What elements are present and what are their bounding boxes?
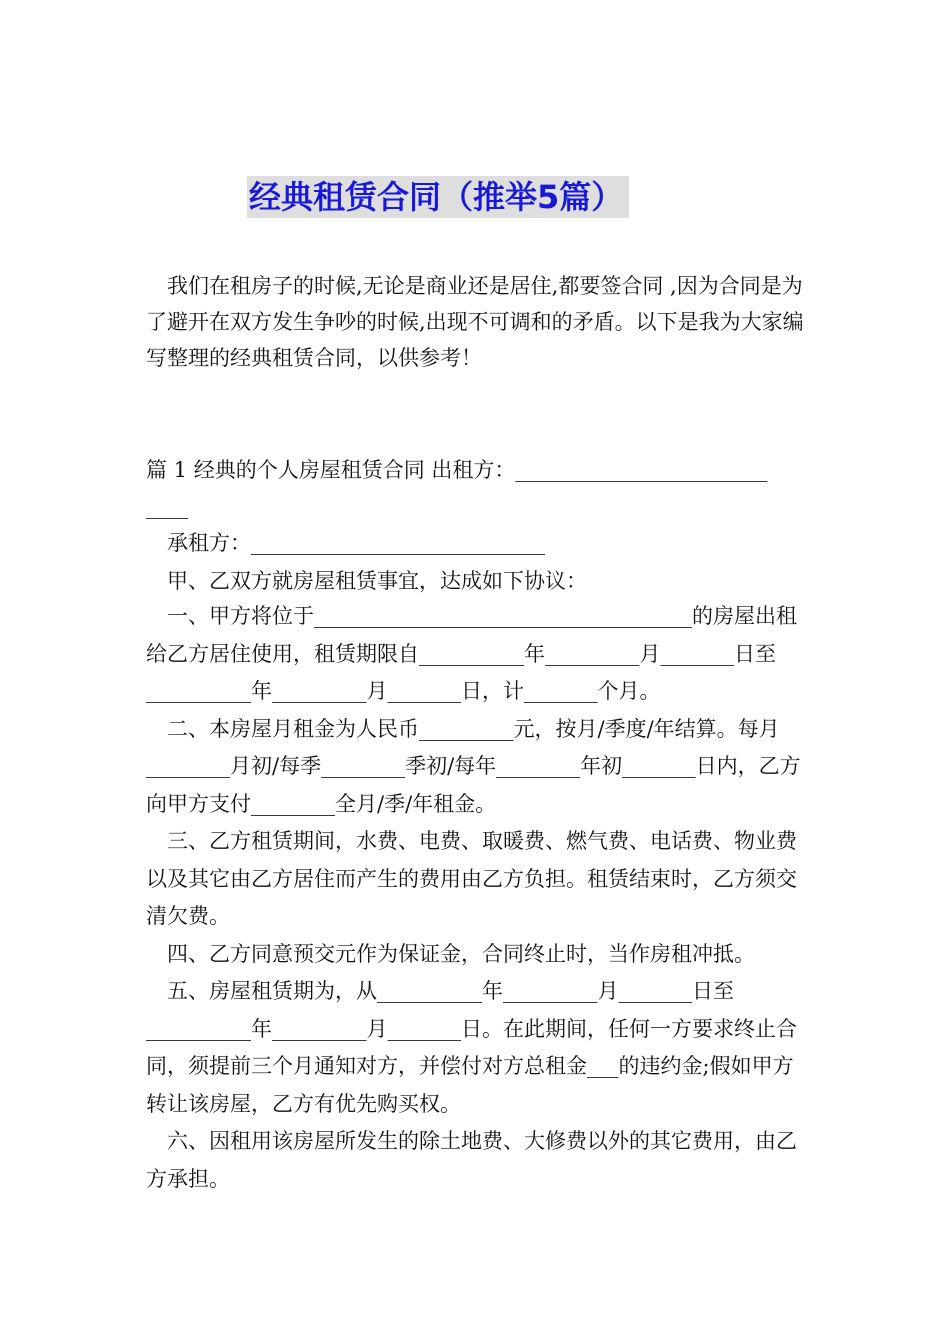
- document-title: 经典租赁合同（推举5篇）: [247, 176, 629, 218]
- agreement-intro: 甲、乙双方就房屋租赁事宜，达成如下协议：: [167, 569, 587, 593]
- section-heading-line-1: 篇 1 经典的个人房屋租赁合同 出租方：________________________: [146, 458, 768, 482]
- section-heading-line-2: ____: [146, 495, 188, 519]
- clauses-block: [146, 598, 810, 1198]
- clause-5: 五、房屋租赁期为，从__________年_________月_______日至__________年_________月_______日。在此期间，任何一方要求终止合同，须提前三个月通知对方，并偿付对方总租金___的违约金;假如甲方转让该房屋，乙方有优先购买权。: [146, 979, 797, 1116]
- intro-text: 我们在租房子的时候,无论是商业还是居住,都要签合同 ,因为合同是为了避开在双方发生争吵的时候,出现不可调和的矛盾。以下是我为大家编写整理的经典租赁合同，以供参考！: [146, 274, 804, 370]
- lessee-line: 承租方：____________________________: [167, 531, 545, 555]
- clause-1: 一、甲方将位于____________________________________的房屋出租给乙方居住使用，租赁期限自__________年_________月_______日至__________年_________月_______日，计_______个月。: [146, 604, 797, 703]
- clause-4: 四、乙方同意预交元作为保证金，合同终止时，当作房租冲抵。: [167, 941, 755, 966]
- clause-6: 六、因租用该房屋所发生的除土地费、大修费以外的其它费用，由乙方承担。: [146, 1129, 797, 1191]
- clause-2: 二、本房屋月租金为人民币_________元，按月/季度/年结算。每月________月初/每季________季初/每年________年初_______日内，乙方向甲方支付________全月/季/年租金。: [146, 716, 801, 816]
- clause-3: 三、乙方租赁期间，水费、电费、取暖费、燃气费、电话费、物业费以及其它由乙方居住而产生的费用由乙方负担。租赁结束时，乙方须交清欠费。: [146, 829, 797, 928]
- intro-paragraph: [146, 268, 810, 376]
